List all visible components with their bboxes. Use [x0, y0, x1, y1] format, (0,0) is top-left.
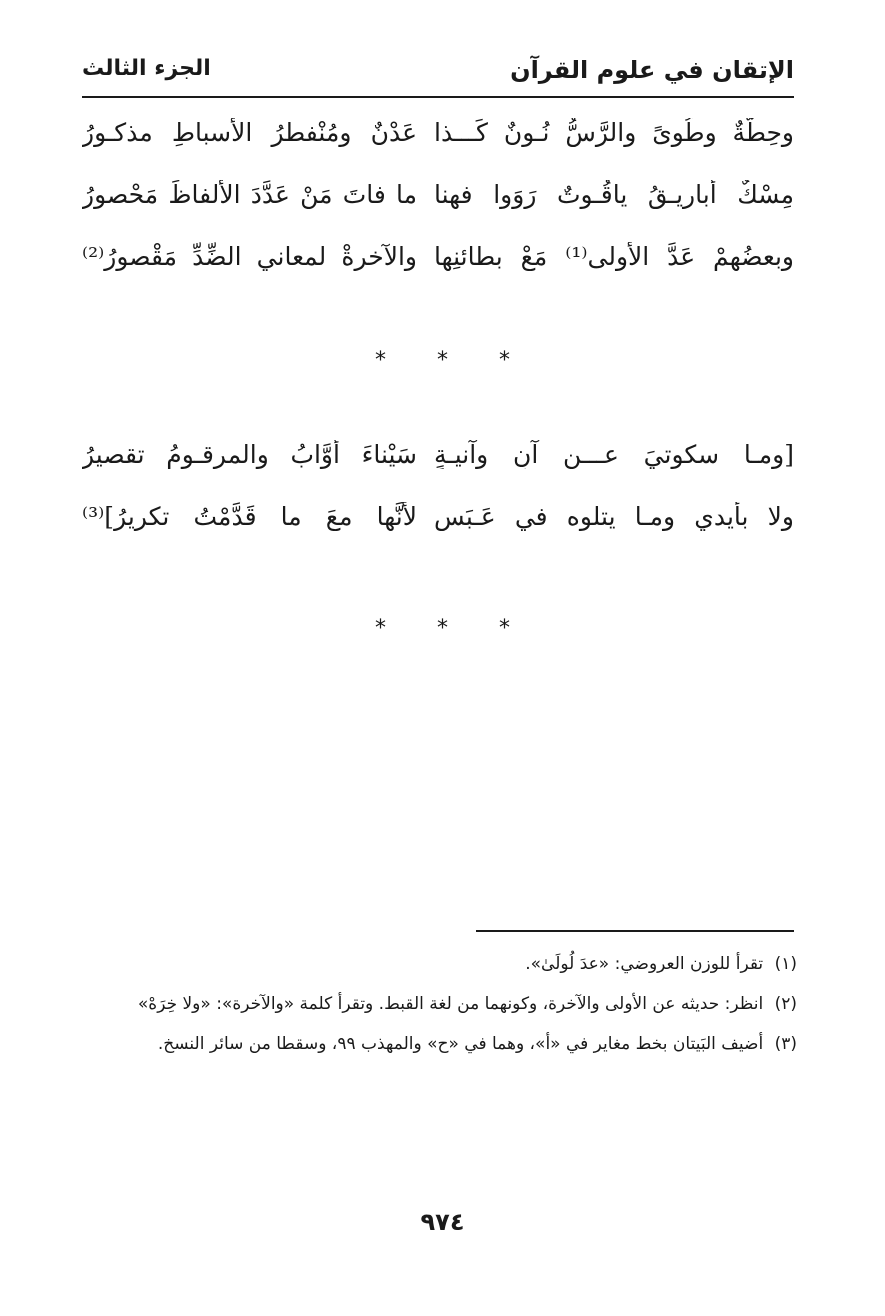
footnote-number: (٢)	[774, 994, 797, 1014]
separator-star: *	[499, 616, 510, 641]
footnote	[85, 984, 797, 1024]
footnote-text: أضيف البَيتان بخط مغاير في «أ»، وهما في «ح» والمهذب ٩٩، وسقطا من سائر النسخ.	[157, 1034, 764, 1054]
verse-first-hemistich: [ومـا سكوتيَ عـــن آنٍ وآنيـةٍ	[434, 440, 794, 469]
separator-star: *	[437, 348, 448, 373]
footnotes	[85, 944, 797, 1064]
book-title: الإتقان في علوم القرآن	[510, 56, 794, 84]
footnote	[85, 944, 797, 984]
footnote-text: تقرأ للوزن العروضي: «عدَ لُولَىٰ».	[525, 954, 764, 974]
verse-second-hemistich: والآخرةْ لمعاني الضِّدِّ مَقْصورُ⁽²⁾	[82, 242, 417, 271]
section-separator	[0, 616, 885, 641]
verse-line	[82, 440, 794, 502]
verse-first-hemistich: مِسْكٌ أباريـقُ ياقُـوتٌ رَوَوا فهنا	[434, 180, 794, 209]
verse-first-hemistich: ولا بأيدي ومـا يتلوه في عَـبَسٍ	[434, 502, 794, 531]
footnote-number: (١)	[774, 954, 797, 974]
verse-line	[82, 502, 794, 564]
footnote-text: انظر: حديثه عن الأولى والآخرة، وكونهما من لغة القبط. وتقرأ كلمة «والآخرة»: «ولا خِرَهْ»	[137, 994, 764, 1014]
verse-line	[82, 180, 794, 242]
separator-star: *	[375, 616, 386, 641]
verse-second-hemistich: عَدْنٌ ومُنْفطرُ الأسباطِ مذكـورُ	[82, 118, 417, 147]
footnote-divider	[476, 930, 794, 932]
separator-star: *	[499, 348, 510, 373]
verse-second-hemistich: سَيْناءَ أوَّابُ والمرقـومُ تقصيرُ	[82, 440, 417, 469]
poem-block-2	[82, 440, 794, 564]
part-title: الجزء الثالث	[82, 56, 211, 81]
separator-star: *	[437, 616, 448, 641]
verse-line	[82, 242, 794, 304]
verse-second-hemistich: ما فاتَ مَنْ عَدَّدَ الألفاظَ مَحْصورُ	[82, 180, 417, 209]
verse-second-hemistich: لأنَّها معَ ما قَدَّمْتُ تكريرُ]⁽³⁾	[82, 502, 417, 531]
verse-first-hemistich: وحِطَّةٌ وطُوىً والرَّسُّ نُـونٌ كَـــذا	[434, 118, 794, 147]
running-header	[82, 52, 794, 98]
footnote	[85, 1024, 797, 1064]
section-separator	[0, 348, 885, 373]
verse-first-hemistich: وبعضُهمْ عَدَّ الأُولى⁽¹⁾ مَعْ بطائنِها	[434, 242, 794, 271]
verse-line	[82, 118, 794, 180]
poem-block-1	[82, 118, 794, 304]
separator-star: *	[375, 348, 386, 373]
footnote-number: (٣)	[774, 1034, 797, 1054]
page-number: ٩٧٤	[420, 1208, 465, 1236]
